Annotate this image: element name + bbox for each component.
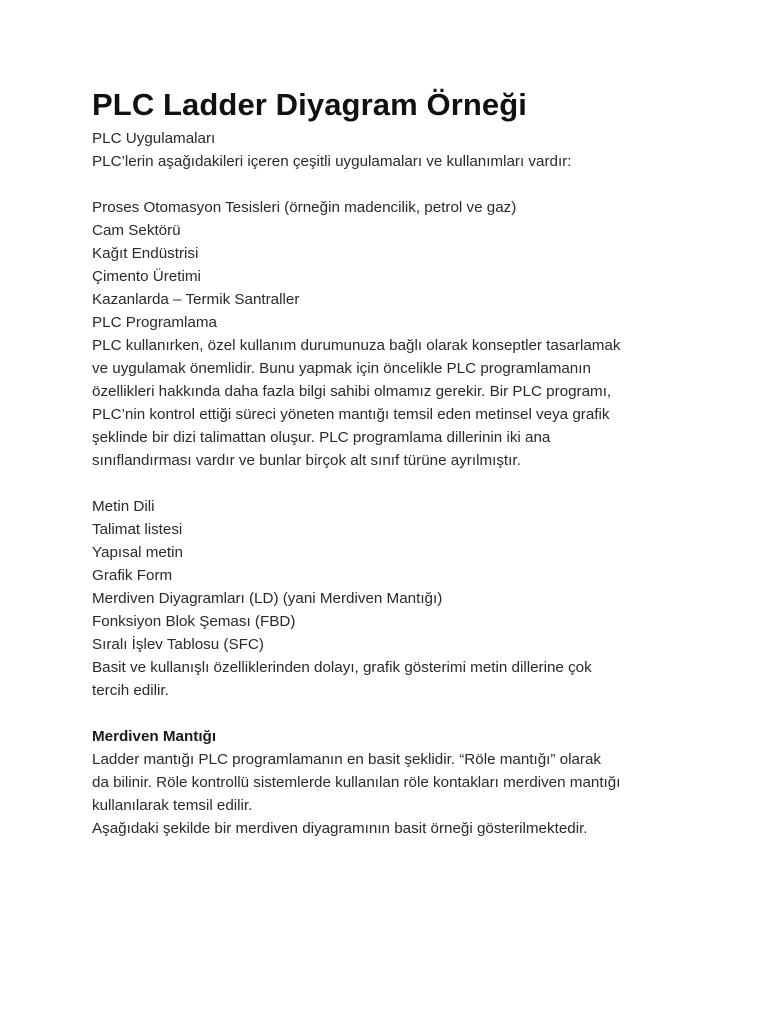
paragraph-line: Basit ve kullanışlı özelliklerinden dolayı, grafik gösterimi metin dillerine çok [92, 659, 592, 676]
paragraph-line: PLC’nin kontrol ettiği süreci yöneten mantığı temsil eden metinsel veya grafik [92, 406, 610, 423]
paragraph-gap [92, 173, 692, 196]
list-item: Sıralı İşlev Tablosu (SFC) [92, 636, 264, 653]
section-heading-ladder-logic: Merdiven Mantığı [92, 728, 217, 745]
list-item: Yapısal metin [92, 544, 183, 561]
list-item: Cam Sektörü [92, 222, 181, 239]
paragraph-line: PLC kullanırken, özel kullanım durumunuza bağlı olarak konseptler tasarlamak [92, 337, 621, 354]
paragraph-gap [92, 472, 692, 495]
paragraph-line: ve uygulamak önemlidir. Bunu yapmak için öncelikle PLC programlamanın [92, 360, 591, 377]
paragraph-gap [92, 702, 692, 725]
list-item: Fonksiyon Blok Şeması (FBD) [92, 613, 296, 630]
section-heading-plc-programming: PLC Programlama [92, 314, 217, 331]
list-item: Grafik Form [92, 567, 173, 584]
list-item: Proses Otomasyon Tesisleri (örneğin madencilik, petrol ve gaz) [92, 199, 517, 216]
list-item: Talimat listesi [92, 521, 183, 538]
paragraph-line: şeklinde bir dizi talimattan oluşur. PLC programlama dillerinin iki ana [92, 429, 551, 446]
list-item: Kazanlarda – Termik Santraller [92, 291, 300, 308]
paragraph-line: kullanılarak temsil edilir. [92, 797, 253, 814]
paragraph-line: Ladder mantığı PLC programlamanın en basit şeklidir. “Röle mantığı” olarak [92, 751, 602, 768]
document-body [92, 86, 692, 840]
paragraph-line: da bilinir. Röle kontrollü sistemlerde kullanılan röle kontakları merdiven mantığı [92, 774, 621, 791]
paragraph-line: özellikleri hakkında daha fazla bilgi sahibi olmamız gerekir. Bir PLC programı, [92, 383, 612, 400]
list-item: Çimento Üretimi [92, 268, 201, 285]
document-title: PLC Ladder Diyagram Örneği [92, 87, 527, 122]
section-heading-plc-applications: PLC Uygulamaları [92, 130, 216, 147]
paragraph-line: PLC’lerin aşağıdakileri içeren çeşitli uygulamaları ve kullanımları vardır: [92, 153, 572, 170]
paragraph-line: sınıflandırması vardır ve bunlar birçok alt sınıf türüne ayrılmıştır. [92, 452, 521, 469]
list-item: Kağıt Endüstrisi [92, 245, 199, 262]
list-item: Metin Dili [92, 498, 155, 515]
paragraph-line: Aşağıdaki şekilde bir merdiven diyagramının basit örneği gösterilmektedir. [92, 820, 588, 837]
paragraph-line: tercih edilir. [92, 682, 169, 699]
list-item: Merdiven Diyagramları (LD) (yani Merdiven Mantığı) [92, 590, 443, 607]
